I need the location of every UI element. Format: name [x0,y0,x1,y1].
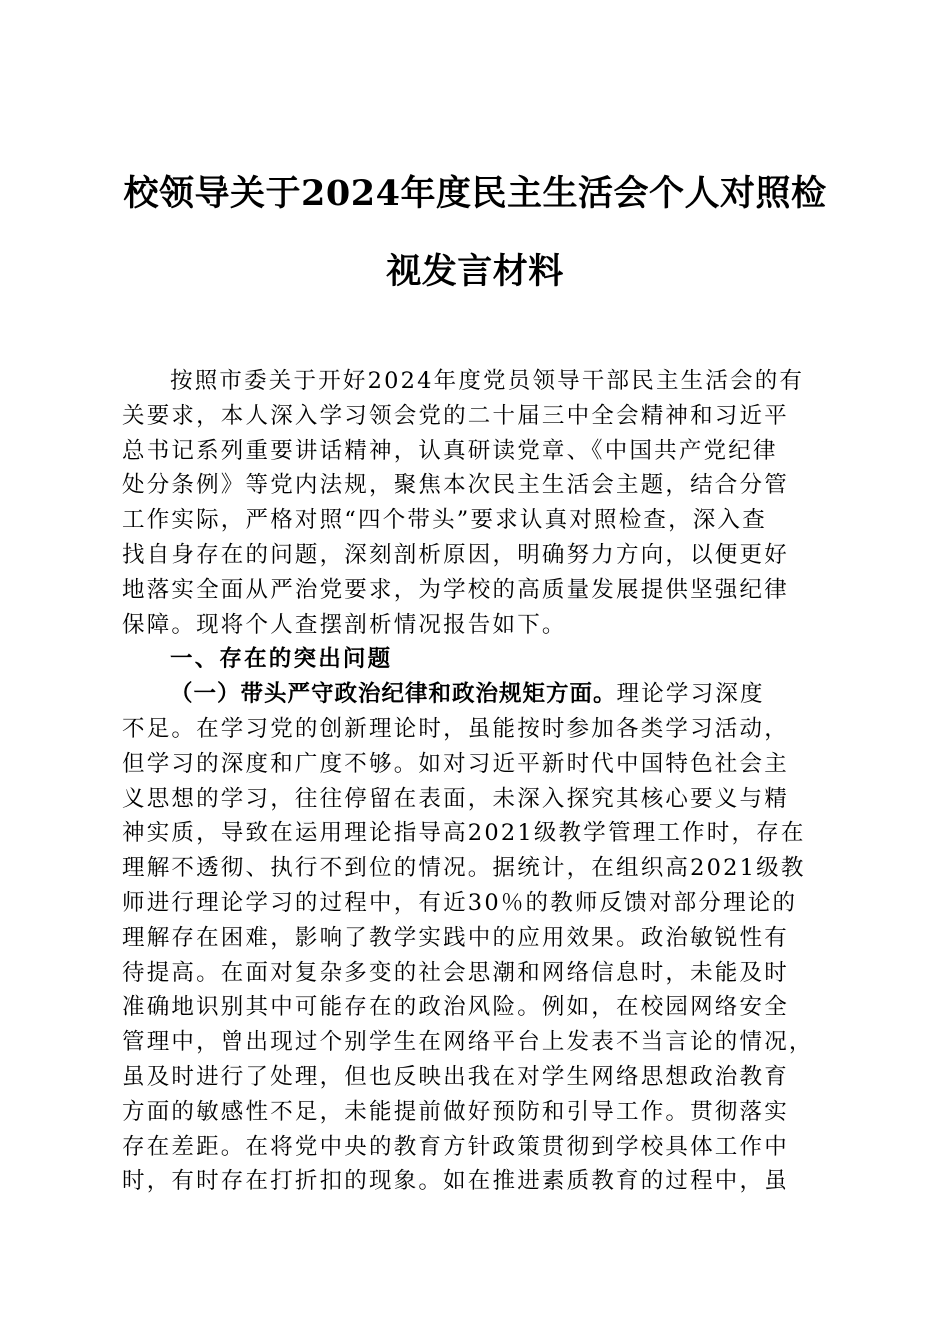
subsection-heading: （一）带头严守政治纪律和政治规矩方面。 [170,681,617,708]
intro-line: 处分条例》等党内法规，聚焦本次民主生活会主题，结合分管 [122,472,789,499]
subsection-first-line-text: 理论学习深度 [616,681,765,708]
section-heading: 一、存在的突出问题 [170,646,393,673]
body-line: 虽及时进行了处理，但也反映出我在对学生网络思想政治教育 [122,1063,789,1090]
body-line: 理解存在困难，影响了教学实践中的应用效果。政治敏锐性有 [122,924,789,951]
intro-line: 工作实际，严格对照“四个带头”要求认真对照检查，深入查 [122,507,767,534]
intro-line: 关要求，本人深入学习领会党的二十届三中全会精神和习近平 [122,402,789,429]
body-line: 师进行理论学习的过程中，有近30％的教师反馈对部分理论的 [122,889,798,916]
document-title-line-1: 校领导关于2024年度民主生活会个人对照检 [123,173,827,214]
body-line: 神实质，导致在运用理论指导高2021级教学管理工作时，存在 [122,820,806,847]
body-line: 待提高。在面对复杂多变的社会思潮和网络信息时，未能及时 [122,959,789,986]
document-title-line-2: 视发言材料 [386,251,564,292]
body-line: 但学习的深度和广度不够。如对习近平新时代中国特色社会主 [122,750,789,777]
body-line: 方面的敏感性不足，未能提前做好预防和引导工作。贯彻落实 [122,1098,789,1125]
body-line: 理解不透彻、执行不到位的情况。据统计，在组织高2021级教 [122,855,806,882]
intro-line: 找自身存在的问题，深刻剖析原因，明确努力方向，以便更好 [122,541,789,568]
intro-line: 按照市委关于开好2024年度党员领导干部民主生活会的有 [170,368,805,394]
intro-line: 总书记系列重要讲话精神，认真研读党章、《中国共产党纪律 [122,437,778,464]
body-line: 义思想的学习，往往停留在表面，未深入探究其核心要义与精 [122,785,789,812]
body-line: 时，有时存在打折扣的现象。如在推进素质教育的过程中，虽 [122,1168,789,1195]
body-line: 准确地识别其中可能存在的政治风险。例如，在校园网络安全 [122,994,789,1021]
body-line: 管理中，曾出现过个别学生在网络平台上发表不当言论的情况， [122,1029,814,1056]
subsection-first-line [122,677,832,712]
body-line: 存在差距。在将党中央的教育方针政策贯彻到学校具体工作中 [122,1133,789,1160]
document-body [122,364,832,1199]
intro-line: 地落实全面从严治党要求，为学校的高质量发展提供坚强纪律 [122,576,789,603]
body-line: 不足。在学习党的创新理论时，虽能按时参加各类学习活动， [122,715,789,742]
intro-line: 保障。现将个人查摆剖析情况报告如下。 [122,611,567,638]
